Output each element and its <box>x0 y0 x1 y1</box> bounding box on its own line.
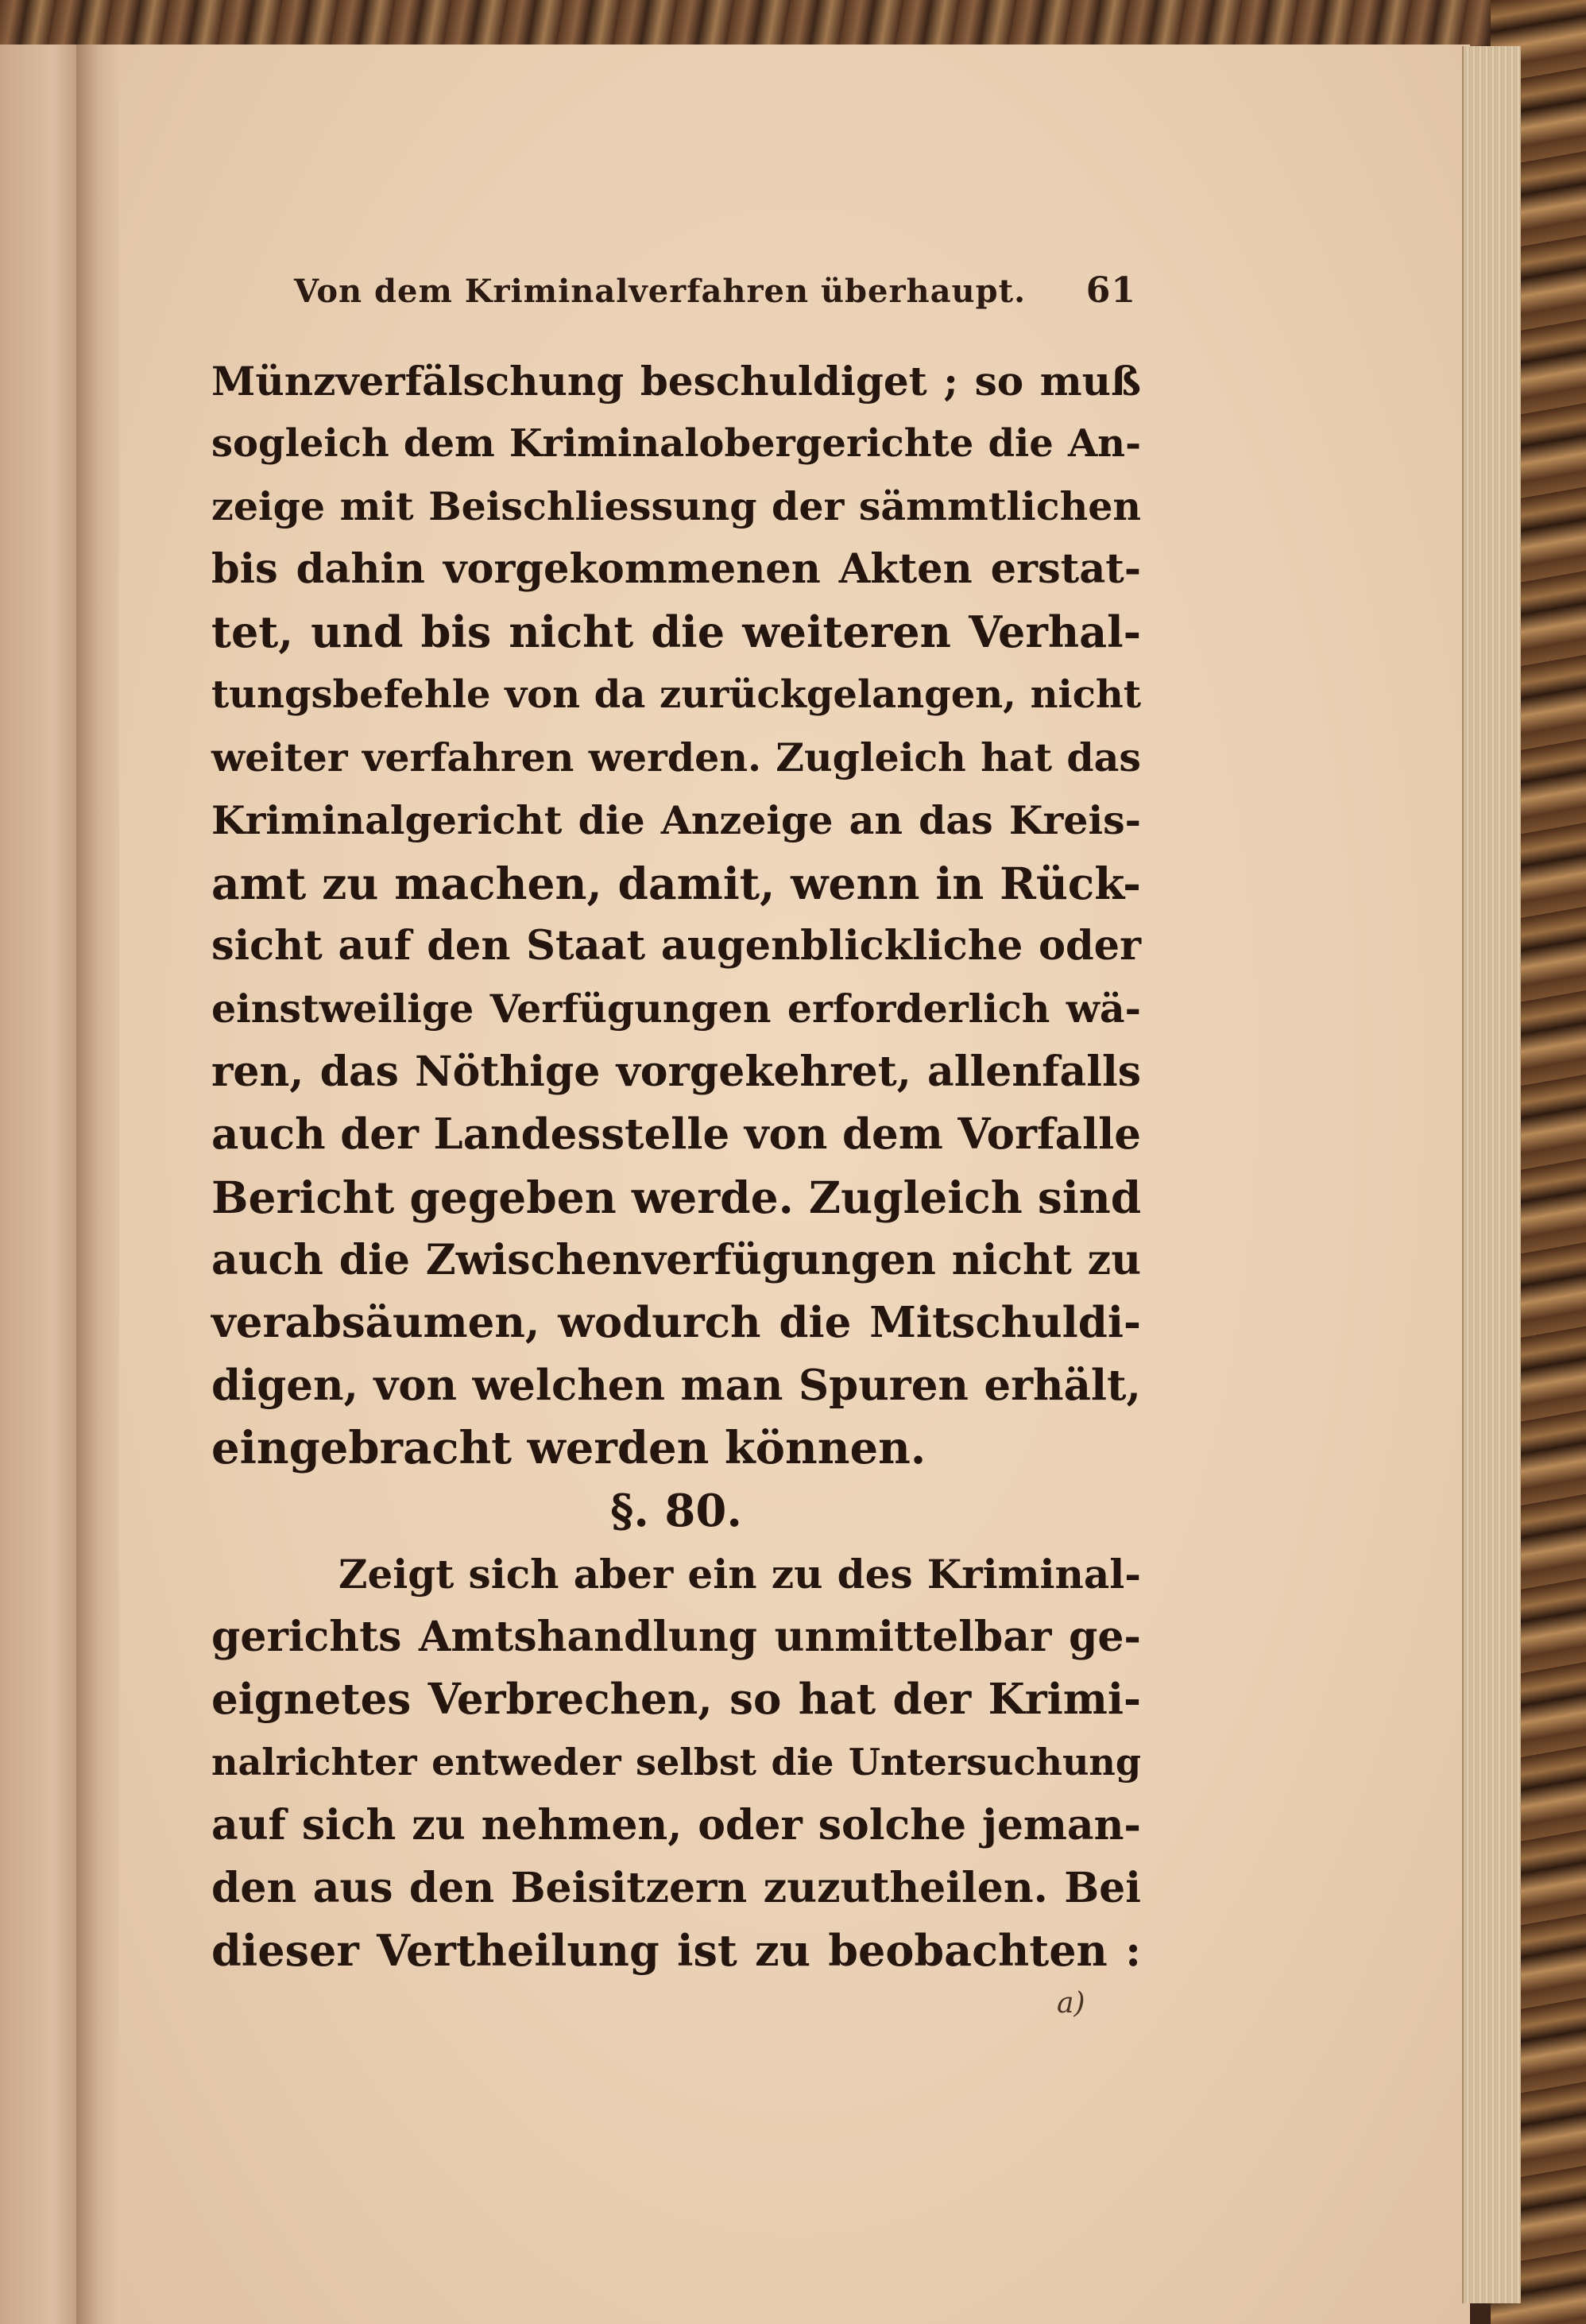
text-line: einstweilige Verfügungen erforderlich wä- <box>211 986 1141 1032</box>
page-edges <box>1462 46 1521 2303</box>
text-line: den aus den Beisitzern zuzutheilen. Bei <box>211 1864 1141 1912</box>
text-line: nalrichter entweder selbst die Untersuchung <box>211 1741 1141 1784</box>
text-line: ren, das Nöthige vorgekehret, allenfalls <box>211 1048 1141 1096</box>
text-line: gerichts Amtshandlung unmittelbar ge- <box>211 1613 1141 1661</box>
text-line: eignetes Verbrechen, so hat der Krimi- <box>211 1675 1141 1724</box>
text-line: Kriminalgericht die Anzeige an das Kreis- <box>211 797 1141 843</box>
running-head-title: Von dem Kriminalverfahren überhaupt. <box>294 273 1026 310</box>
book-cover-top <box>0 0 1586 48</box>
section-heading: §. 80. <box>610 1485 742 1537</box>
text-line: tet, und bis nicht die weiteren Verhal- <box>211 606 1141 657</box>
text-line: sogleich dem Kriminalobergerichte die An- <box>211 421 1141 466</box>
text-line: dieser Vertheilung ist zu beobachten : <box>211 1925 1141 1976</box>
body-text <box>211 350 1141 1982</box>
running-head <box>294 270 1136 321</box>
text-line: amt zu machen, damit, wenn in Rück- <box>211 858 1141 909</box>
text-line: Zeigt sich aber ein zu des Kriminal- <box>338 1551 1141 1598</box>
text-line: verabsäumen, wodurch die Mitschuldi- <box>211 1298 1141 1347</box>
text-line: auf sich zu nehmen, oder solche jeman- <box>211 1801 1141 1850</box>
facing-page-edge <box>0 45 87 2324</box>
text-line: zeige mit Beischliessung der sämmtlichen <box>211 483 1141 529</box>
text-line: Münzverfälschung beschuldiget ; so muß <box>211 358 1141 405</box>
text-line: tungsbefehle von da zurückgelangen, nicht <box>211 672 1141 717</box>
text-line: weiter verfahren werden. Zugleich hat das <box>211 734 1141 780</box>
text-line: Bericht gegeben werde. Zugleich sind <box>211 1172 1142 1223</box>
catchword: a) <box>1057 1987 1085 2020</box>
text-line: auch der Landesstelle von dem Vorfalle <box>211 1110 1141 1159</box>
text-line: auch die Zwischenverfügungen nicht zu <box>211 1236 1141 1284</box>
text-line: eingebracht werden können. <box>211 1422 926 1474</box>
text-line: sicht auf den Staat augenblickliche oder <box>211 922 1141 970</box>
text-line: bis dahin vorgekommenen Akten erstat- <box>211 545 1141 593</box>
page-number: 61 <box>1085 270 1136 311</box>
text-line: digen, von welchen man Spuren erhält, <box>211 1361 1141 1410</box>
